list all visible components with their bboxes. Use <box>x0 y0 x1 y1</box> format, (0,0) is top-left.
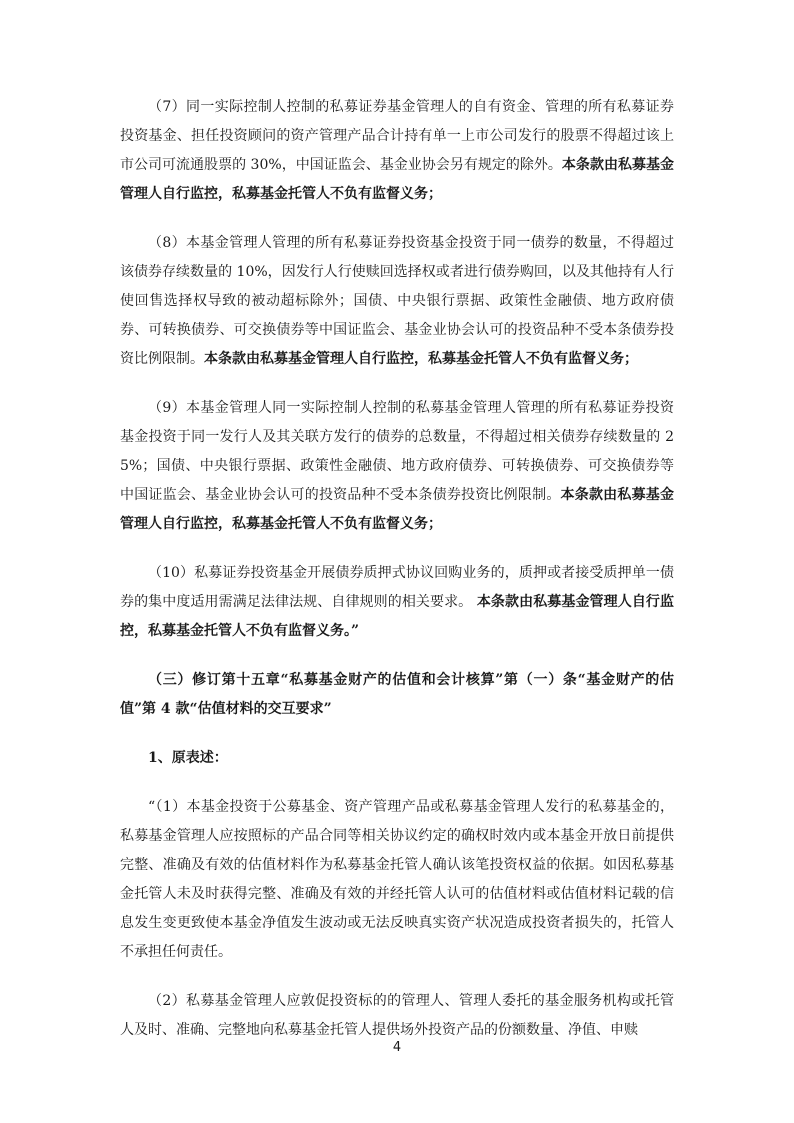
paragraph-item-7 <box>120 93 674 209</box>
paragraph-text: （10）私募证券投资基金开展债券质押式协议回购业务的，质押或者接受质押单一债券的集中度适用需满足法律法规、自律规则的相关要求。 <box>120 565 674 610</box>
paragraph-bold-note: 本条款由私募基金管理人自行监控，私募基金托管人不负有监督义务； <box>204 351 638 367</box>
paragraph-text: （9）本基金管理人同一实际控制人控制的私募基金管理人管理的所有私募证券投资基金投资于同一发行人及其关联方发行的债券的总数量，不得超过相关债券存续数量的 25%；国债、中央银行票据、政策性金融债、地方政府债券、可转换债券、可交换债券等中国证监会、基金业协会认可的投资品种不受本条债券投资比例限制。 <box>120 400 674 503</box>
document-body <box>120 93 674 1065</box>
paragraph-item-9 <box>120 394 674 539</box>
section-heading <box>120 666 674 724</box>
subsection-heading-text: 1、原表述： <box>148 750 228 766</box>
original-clause-2 <box>120 987 674 1045</box>
original-clause-1 <box>120 793 674 967</box>
paragraph-text: “（1）本基金投资于公募基金、资产管理产品或私募基金管理人发行的私募基金的，私募基金管理人应按照标的产品合同等相关协议约定的确权时效内或本基金开放日前提供完整、准确及有效的估值材料作为私募基金托管人确认该笔投资权益的依据。如因私募基金托管人未及时获得完整、准确及有效的并经托管人认可的估值材料或估值材料记载的信息发生变更致使本基金净值发生波动或无法反映真实资产状况造成投资者损失的，托管人不承担任何责任。 <box>120 799 674 960</box>
subsection-heading <box>120 744 674 773</box>
paragraph-bold-note: 本条款由私募基金管理人自行监控，私募基金托管人不负有监督义务。” <box>120 594 675 639</box>
paragraph-item-8 <box>120 229 674 374</box>
paragraph-bold-note: 本条款由私募基金管理人自行监控，私募基金托管人不负有监督义务； <box>120 487 675 532</box>
paragraph-text: （7）同一实际控制人控制的私募证券基金管理人的自有资金、管理的所有私募证券投资基金、担任投资顾问的资产管理产品合计持有单一上市公司发行的股票不得超过该上市公司可流通股票的 30%，中国证监会、基金业协会另有规定的除外。 <box>120 99 674 173</box>
section-heading-text: （三）修订第十五章“私募基金财产的估值和会计核算”第（一）条“基金财产的估值”第 4 款“估值材料的交互要求” <box>120 672 674 717</box>
page-number: 4 <box>392 1040 402 1055</box>
paragraph-text: （2）私募基金管理人应敦促投资标的的管理人、管理人委托的基金服务机构或托管人及时、准确、完整地向私募基金托管人提供场外投资产品的份额数量、净值、申赎 <box>120 993 674 1038</box>
paragraph-text: （8）本基金管理人管理的所有私募证券投资基金投资于同一债券的数量，不得超过该债券存续数量的 10%，因发行人行使赎回选择权或者进行债券购回，以及其他持有人行使回售选择权导致的被动超标除外；国债、中央银行票据、政策性金融债、地方政府债券、可转换债券、可交换债券等中国证监会、基金业协会认可的投资品种不受本条债券投资比例限制。 <box>120 235 674 367</box>
paragraph-item-10 <box>120 559 674 646</box>
paragraph-bold-note: 本条款由私募基金管理人自行监控，私募基金托管人不负有监督义务； <box>120 157 674 202</box>
